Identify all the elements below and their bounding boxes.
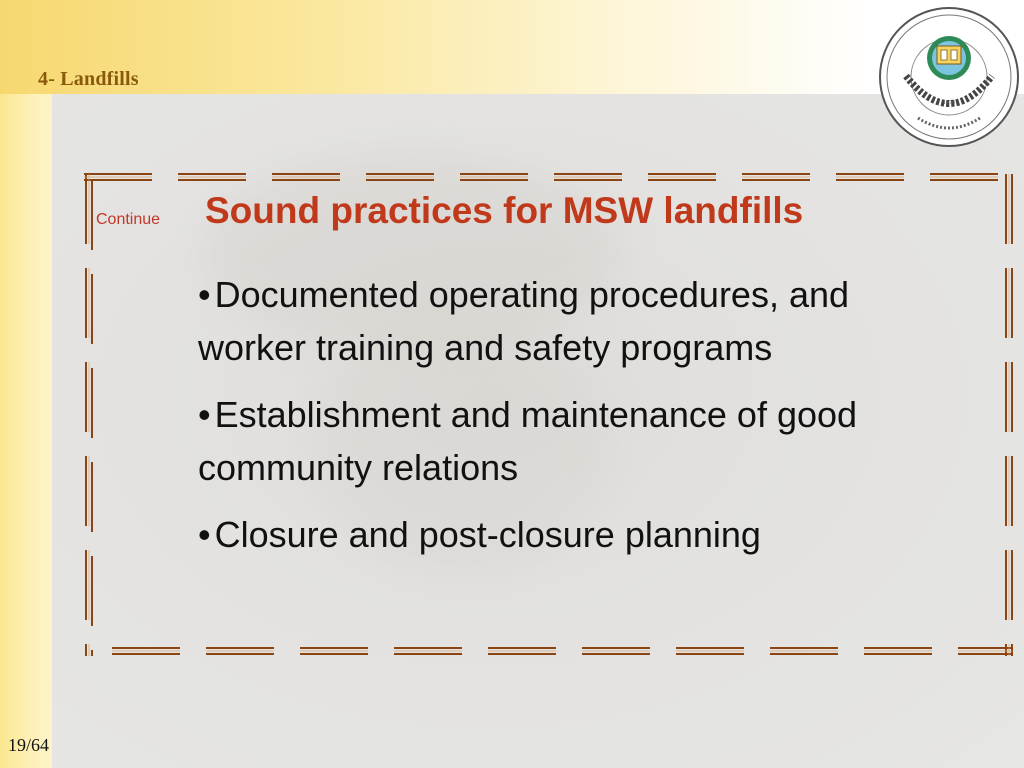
svg-text:1978: 1978 [943,100,955,106]
bullet-icon: • [198,514,211,555]
continue-label: Continue [96,211,161,228]
university-seal-icon [878,6,1020,148]
slide-title: Sound practices for MSW landfills [205,190,804,231]
bullet-text: Establishment and maintenance of good community relations [198,394,858,488]
header-band [0,0,1024,94]
bullet-icon: • [198,274,211,315]
page-number: 19/64 [8,735,50,755]
left-decorative-band [0,0,52,768]
bullet-text: Documented operating procedures, and worker training and safety programs [198,274,850,368]
list-item [198,388,958,494]
bullet-text: Closure and post-closure planning [214,514,761,555]
section-title: 4- Landfills [38,68,139,90]
bullet-icon: • [198,394,211,435]
bullet-list [198,268,958,575]
list-item [198,508,958,561]
list-item [198,268,958,374]
